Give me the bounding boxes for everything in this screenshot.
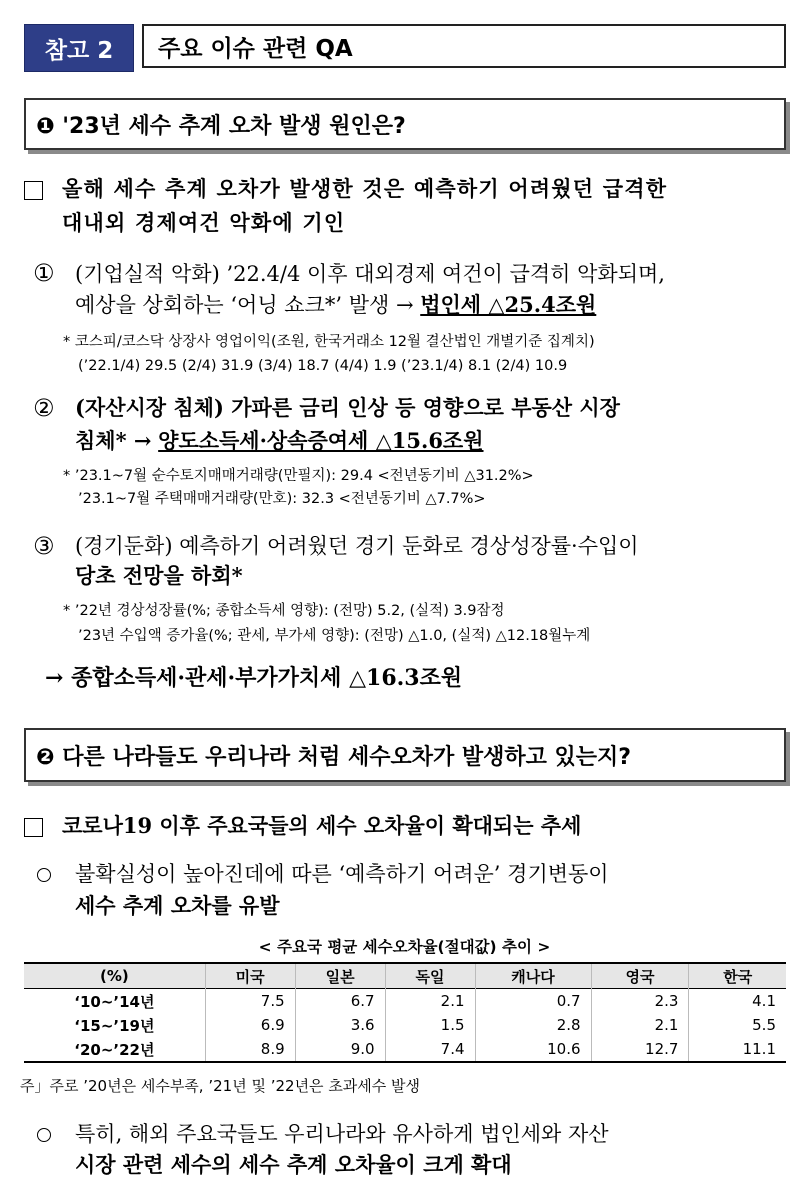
table-row-label: ‘20~’22년 [74, 1040, 155, 1059]
item-3-line1: (경기둔화) 예측하기 어려웠던 경기 둔화로 경상성장률·수입이 [75, 534, 639, 558]
table-cell: 2.1 [385, 989, 475, 1014]
q2-bullet2-line2: 시장 관련 세수의 세수 추계 오차율이 크게 확대 [75, 1152, 512, 1177]
table-cell: 10.6 [475, 1037, 591, 1062]
item-3-note-line2: ’23년 수입액 증가율(%; 관세, 부가세 영향): (전망) △1.0, (실적) △12.18월누계 [78, 628, 591, 644]
q1-summary-line1: 올해 세수 추계 오차가 발생한 것은 예측하기 어려웠던 급격한 [62, 176, 668, 201]
table-header-cell: 독일 [385, 963, 475, 989]
checkbox-square-icon [24, 181, 43, 200]
table-cell: 0.7 [475, 989, 591, 1014]
bullet-circle-icon [37, 1128, 51, 1142]
table-header-cell: 일본 [295, 963, 385, 989]
table-cell: 1.5 [385, 1013, 475, 1037]
table-cell: 7.4 [385, 1037, 475, 1062]
q2-bullet1-line2: 세수 추계 오차를 유발 [75, 893, 280, 918]
table-header-cell: 캐나다 [475, 963, 591, 989]
table-cell: 2.8 [475, 1013, 591, 1037]
table-cell: 2.3 [591, 989, 689, 1014]
table-row [24, 1037, 786, 1062]
table-cell: 12.7 [591, 1037, 689, 1062]
q2-summary: 코로나19 이후 주요국들의 세수 오차율이 확대되는 추세 [62, 813, 582, 838]
item-3-note-line1: * ’22년 경상성장률(%; 종합소득세 영향): (전망) 5.2, (실적) 3.9잠정 [63, 603, 505, 619]
table-cell: 6.9 [205, 1013, 295, 1037]
checkbox-square-icon [24, 818, 43, 837]
table-cell: 5.5 [689, 1013, 786, 1037]
item-2-note-line2: ’23.1~7월 주택매매거래량(만호): 32.3 <전년동기비 △7.7%> [78, 491, 486, 507]
page-title: 주요 이슈 관련 QA [142, 24, 786, 68]
item-2-line2 [75, 428, 484, 454]
table-cell: 2.1 [591, 1013, 689, 1037]
table-header-cell: 영국 [591, 963, 689, 989]
question-1-box [24, 98, 786, 150]
table-header-cell: (%) [24, 963, 205, 989]
item-3-number: ③ [33, 532, 55, 560]
question-1-title: ❶ '23년 세수 추계 오차 발생 원인은? [36, 113, 406, 139]
table-cell: 7.5 [205, 989, 295, 1014]
table-cell: 8.9 [205, 1037, 295, 1062]
item-1-line2-text: 예상을 상회하는 ‘어닝 쇼크*’ 발생 → [75, 293, 414, 317]
question-2-title: ❷ 다른 나라들도 우리나라 처럼 세수오차가 발생하고 있는지? [36, 744, 632, 770]
table-footnote: 주」주로 ’20년은 세수부족, ’21년 및 ’22년은 초과세수 발생 [20, 1077, 421, 1095]
table-header-row [24, 963, 786, 989]
table-cell: 9.0 [295, 1037, 385, 1062]
table-row [24, 1013, 786, 1037]
item-1-line2 [75, 292, 596, 318]
item-1-note-line2: (’22.1/4) 29.5 (2/4) 31.9 (3/4) 18.7 (4/4) 1.9 (’23.1/4) 8.1 (2/4) 10.9 [78, 358, 568, 374]
table-header-cell: 미국 [205, 963, 295, 989]
question-2-box [24, 728, 786, 782]
q1-summary-line2: 대내외 경제여건 악화에 기인 [62, 210, 346, 235]
item-2-note-line1: * ’23.1~7월 순수토지매매거래량(만필지): 29.4 <전년동기비 △31.2%> [63, 468, 534, 484]
item-1-note-line1: * 코스피/코스닥 상장사 영업이익(조원, 한국거래소 12월 결산법인 개별기준 집계치) [63, 334, 595, 350]
table-cell: 11.1 [689, 1037, 786, 1062]
table-row-label: ‘15~’19년 [74, 1016, 155, 1035]
item-1-number: ① [33, 259, 55, 287]
table-cell: 3.6 [295, 1013, 385, 1037]
table-row-label: ‘10~’14년 [74, 992, 155, 1011]
bullet-circle-icon [37, 868, 51, 882]
item-1-result: 법인세 △25.4조원 [420, 292, 597, 317]
table-row [24, 989, 786, 1014]
item-2-line1: (자산시장 침체) 가파른 금리 인상 등 영향으로 부동산 시장 [75, 395, 620, 420]
table-header-cell: 한국 [689, 963, 786, 989]
q2-bullet1-line1: 불확실성이 높아진데에 따른 ‘예측하기 어려운’ 경기변동이 [75, 862, 609, 886]
item-2-line2-text: 침체* → [75, 428, 152, 453]
table-cell: 4.1 [689, 989, 786, 1014]
table-title: < 주요국 평균 세수오차율(절대값) 추이 > [258, 938, 551, 956]
item-2-result: 양도소득세·상속증여세 △15.6조원 [158, 428, 484, 453]
item-2-number: ② [33, 394, 55, 422]
q1-conclusion: → 종합소득세·관세·부가가치세 △16.3조원 [45, 665, 463, 691]
error-rate-table [24, 962, 786, 1063]
table-cell: 6.7 [295, 989, 385, 1014]
item-1-line1: (기업실적 악화) ’22.4/4 이후 대외경제 여건이 급격히 악화되며, [75, 262, 665, 286]
reference-badge: 참고 2 [24, 24, 134, 72]
q2-bullet2-line1: 특히, 해외 주요국들도 우리나라와 유사하게 법인세와 자산 [75, 1122, 609, 1146]
item-3-line2: 당초 전망을 하회* [75, 563, 243, 588]
